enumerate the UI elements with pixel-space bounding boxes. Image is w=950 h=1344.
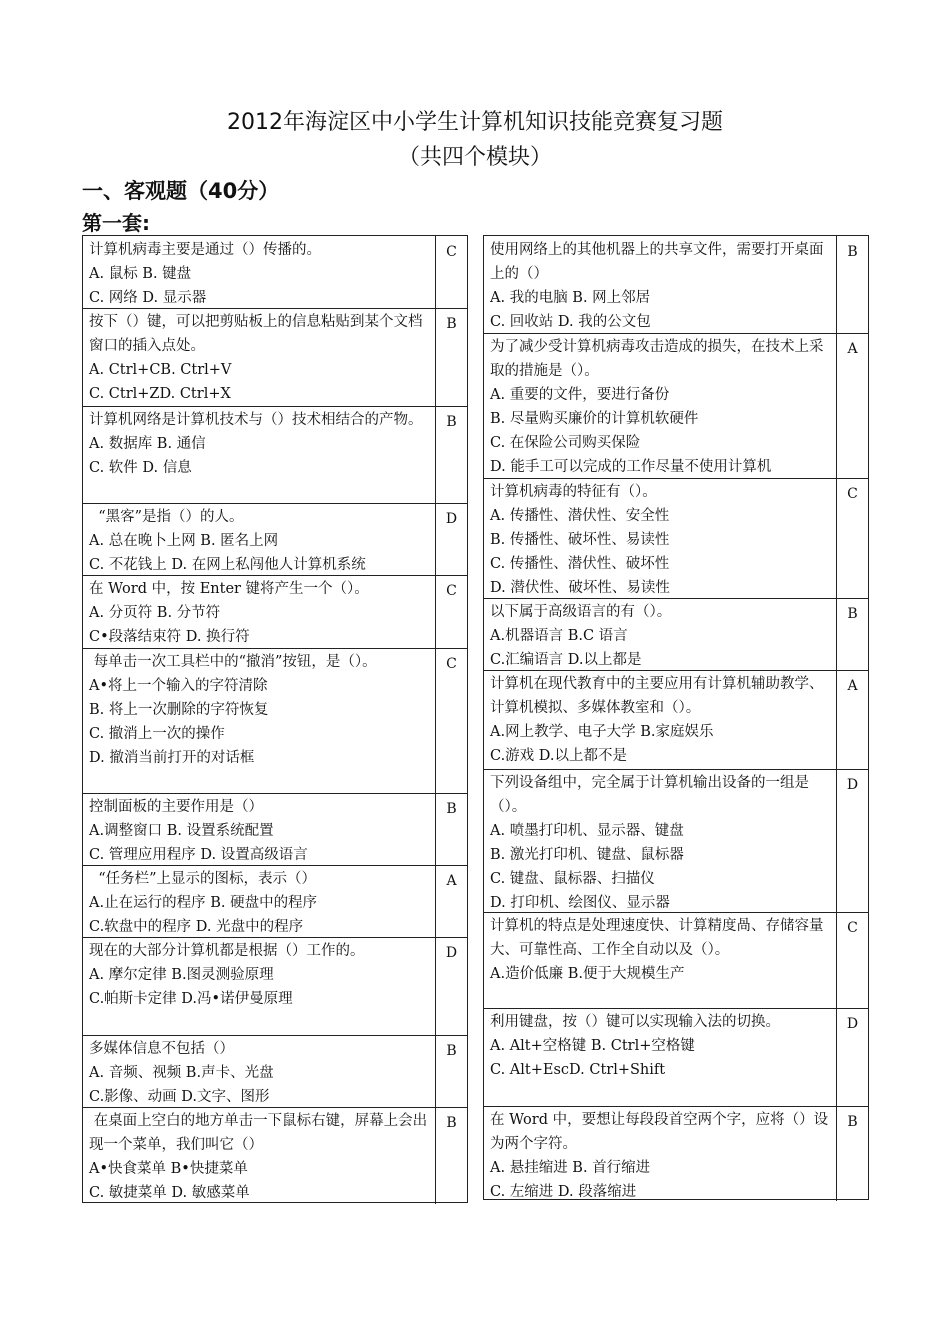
answer-cell: A [836, 333, 868, 478]
answer-cell: C [836, 912, 868, 1008]
question-row [83, 236, 467, 309]
question-row [484, 598, 868, 671]
question-option: C. 管理应用程序 D. 设置高级语言 [89, 847, 308, 863]
question-stem: 每单击一次工具栏中的“撤消”按钮，是（）。 [89, 654, 377, 670]
question-option: A•快食菜单 B•快捷菜单 [89, 1161, 248, 1177]
question-option: C.软盘中的程序 D. 光盘中的程序 [89, 919, 304, 935]
question-option: C.汇编语言 D.以上都是 [490, 652, 642, 668]
question-option: B. 将上一次删除的字符恢复 [89, 702, 269, 718]
question-row [83, 793, 467, 866]
answer-cell: B [435, 406, 467, 503]
question-option: C. 撤消上一次的操作 [89, 726, 225, 742]
question-option: A. 悬挂缩进 B. 首行缩进 [490, 1160, 651, 1176]
answer-cell: C [836, 478, 868, 598]
answer-cell: A [836, 670, 868, 769]
question-row [83, 865, 467, 938]
answer-cell: A [435, 865, 467, 937]
question-body [89, 939, 429, 1011]
question-option: A. 总在晚卜上网 B. 匿名上网 [89, 533, 279, 549]
question-body [89, 650, 429, 770]
question-option: B. 尽量购买廉价的计算机软硬件 [490, 411, 699, 427]
question-option: A. 鼠标 B. 键盘 [89, 266, 192, 282]
question-option: A.调整窗口 B. 设置系统配置 [89, 823, 274, 839]
answer-cell: B [435, 308, 467, 406]
question-option: C. Ctrl+ZD. Ctrl+X [89, 386, 231, 402]
document-title: 2012年海淀区中小学生计算机知识技能竞赛复习题 [227, 110, 723, 135]
question-option: C. 软件 D. 信息 [89, 460, 192, 476]
question-option: C. Alt+EscD. Ctrl+Shift [490, 1062, 666, 1078]
question-stem: 按下（）键，可以把剪贴板上的信息粘贴到某个文档窗口的插入点处。 [89, 314, 423, 354]
question-body [89, 867, 429, 938]
question-option: A.机器语言 B.C 语言 [490, 628, 628, 644]
question-stem: 利用键盘，按（）键可以实现输入法的切换。 [490, 1014, 780, 1030]
question-stem: 计算机病毒的特征有（）。 [490, 484, 657, 500]
question-option: A. Alt+空格键 B. Ctrl+空格键 [490, 1038, 695, 1054]
question-row [83, 406, 467, 504]
question-option: B. 激光打印机、键盘、鼠标器 [490, 847, 684, 863]
question-option: C.帕斯卡定律 D.冯•诺伊曼原理 [89, 991, 293, 1007]
question-stem: 控制面板的主要作用是（） [89, 799, 263, 815]
set-label: 第一套: [82, 211, 150, 235]
right-question-column [483, 235, 869, 1200]
question-option: D. 撤消当前打开的对话框 [89, 750, 255, 766]
question-option: A. 摩尔定律 B.图灵测验原理 [89, 967, 274, 983]
question-body [490, 238, 830, 334]
question-option: A. 我的电脑 B. 网上邻居 [490, 290, 651, 306]
question-option: A.止在运行的程序 B. 硬盘中的程序 [89, 895, 318, 911]
question-option: A.造价低廉 B.便于大规模生产 [490, 966, 685, 982]
answer-cell: C [435, 648, 467, 793]
answer-cell: B [435, 1035, 467, 1107]
question-row [83, 648, 467, 794]
question-option: A. 分页符 B. 分节符 [89, 605, 221, 621]
question-row [484, 1008, 868, 1107]
answer-cell: B [435, 1107, 467, 1204]
answer-cell: D [435, 503, 467, 575]
question-row [83, 1107, 467, 1204]
question-option: B. 传播性、破坏性、易读性 [490, 532, 670, 548]
answer-cell: B [435, 793, 467, 865]
question-body [89, 1037, 429, 1108]
question-body [89, 408, 429, 480]
question-stem: 为了减少受计算机病毒攻击造成的损失，在技术上采取的措施是（）。 [490, 339, 824, 379]
question-stem: 现在的大部分计算机都是根据（）工作的。 [89, 943, 365, 959]
question-stem: 计算机网络是计算机技术与（）技术相结合的产物。 [89, 412, 423, 428]
question-stem: 下列设备组中，完全属于计算机输出设备的一组是（）。 [490, 775, 809, 815]
question-row [484, 333, 868, 479]
question-row [83, 937, 467, 1036]
question-option: A.网上教学、电子大学 B.家庭娱乐 [490, 724, 714, 740]
question-body [89, 505, 429, 576]
section-heading: 一、客观题（40分） [82, 179, 280, 203]
question-body [89, 795, 429, 866]
question-stem: 计算机在现代教育中的主要应用有计算机辅助教学、计算机模拟、多媒体教室和（）。 [490, 676, 824, 716]
document-subtitle: （共四个模块） [397, 145, 552, 170]
question-option: C•段落结束符 D. 换行符 [89, 629, 250, 645]
question-stem: 在 Word 中，按 Enter 键将产生一个（）。 [89, 581, 369, 597]
answer-cell: B [836, 236, 868, 333]
question-body [89, 238, 429, 309]
question-option: C. 键盘、鼠标器、扫描仪 [490, 871, 655, 887]
question-option: C. 回收站 D. 我的公文包 [490, 314, 651, 330]
question-option: A. 音频、视频 B.声卡、光盘 [89, 1065, 274, 1081]
question-option: D. 能手工可以完成的工作尽量不使用计算机 [490, 459, 772, 475]
question-stem: 计算机的特点是处理速度快、计算精度咼、存储容量大、可靠性高、工作全自动以及（）。 [490, 918, 824, 958]
question-body [89, 577, 429, 649]
question-option: C. 在保险公司购买保险 [490, 435, 641, 451]
question-option: A. 数据库 B. 通信 [89, 436, 206, 452]
question-row [484, 1106, 868, 1201]
question-row [484, 769, 868, 913]
question-option: A. 传播性、潜伏性、安全性 [490, 508, 670, 524]
question-body [490, 480, 830, 599]
question-row [484, 478, 868, 599]
question-row [83, 308, 467, 407]
answer-cell: D [435, 937, 467, 1035]
question-option: A. Ctrl+CB. Ctrl+V [89, 362, 232, 378]
answer-cell: D [836, 1008, 868, 1106]
question-option: C.游戏 D.以上都不是 [490, 748, 628, 764]
question-body [490, 672, 830, 768]
question-body [490, 335, 830, 479]
question-row [83, 503, 467, 576]
question-row [83, 1035, 467, 1108]
question-stem: 多媒体信息不包括（） [89, 1041, 234, 1057]
question-row [484, 236, 868, 334]
question-option: C. 传播性、潜伏性、破坏性 [490, 556, 670, 572]
question-option: A. 重要的文件，要进行备份 [490, 387, 670, 403]
question-option: D. 打印机、绘图仪、显示器 [490, 895, 670, 911]
question-row [484, 670, 868, 770]
question-stem: 在 Word 中，要想让每段段首空两个字，应将（）设为两个字符。 [490, 1112, 829, 1152]
question-stem: 在桌面上空白的地方单击一下鼠标右键，屏幕上会出现一个菜单，我们叫它（） [89, 1113, 428, 1153]
question-stem: 以下属于高级语言的有（）。 [490, 604, 672, 620]
question-option: C. 网络 D. 显示器 [89, 290, 207, 306]
question-option: C.影像、动画 D.文字、图形 [89, 1089, 270, 1105]
question-row [484, 912, 868, 1009]
answer-cell: C [435, 575, 467, 648]
answer-cell: D [836, 769, 868, 912]
left-question-column [82, 235, 468, 1203]
question-body [89, 310, 429, 406]
answer-cell: B [836, 1106, 868, 1201]
question-option: C. 不花钱上 D. 在网上私闯他人计算机系统 [89, 557, 366, 573]
question-option: D. 潜伏性、破坏性、易读性 [490, 580, 670, 596]
question-stem: 使用网络上的其他机器上的共享文件，需要打开桌面上的（） [490, 242, 824, 282]
answer-cell: C [435, 236, 467, 308]
question-row [83, 575, 467, 649]
question-option: A. 喷墨打印机、显示器、键盘 [490, 823, 684, 839]
question-body [89, 1109, 429, 1204]
question-body [490, 1010, 830, 1082]
question-option: A•将上一个输入的字符清除 [89, 678, 268, 694]
question-stem: 计算机病毒主要是通过（）传播的。 [89, 242, 321, 258]
question-body [490, 914, 830, 986]
question-stem: “任务栏”上显示的图标，表示（） [89, 871, 317, 887]
question-stem: “黑客”是指（）的人。 [89, 509, 244, 525]
question-body [490, 771, 830, 913]
question-option: C. 敏捷菜单 D. 敏感菜单 [89, 1185, 250, 1201]
answer-cell: B [836, 598, 868, 670]
question-option: C. 左缩进 D. 段落缩进 [490, 1184, 637, 1200]
question-body [490, 1108, 830, 1201]
question-body [490, 600, 830, 671]
